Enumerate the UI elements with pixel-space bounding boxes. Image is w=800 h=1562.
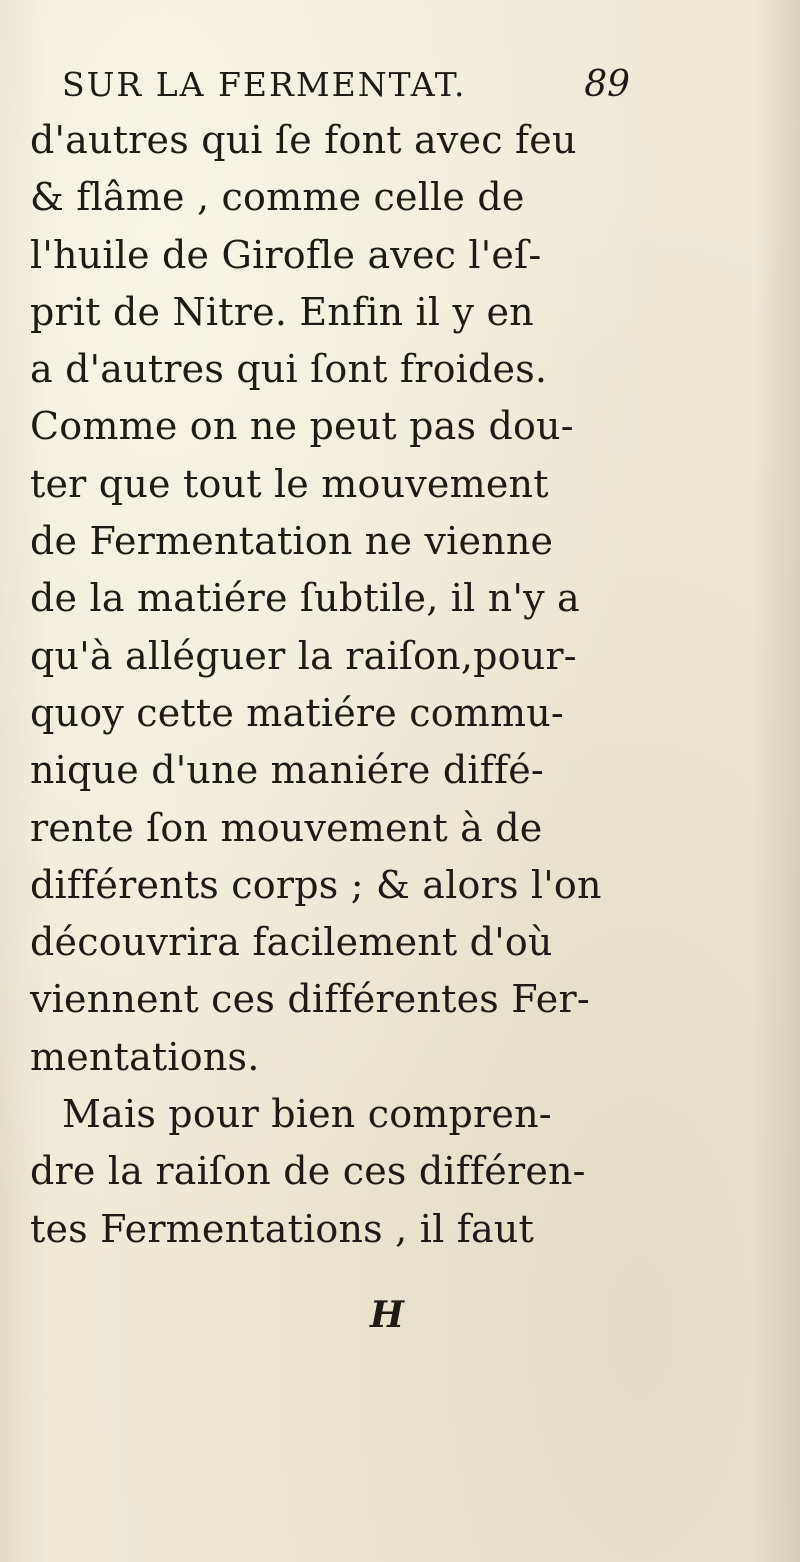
text-line: différents corps ; & alors l'on <box>30 862 602 907</box>
text-line: nique d'une maniére diffé- <box>30 748 544 793</box>
text-line: quoy cette matiére commu- <box>30 690 564 735</box>
text-line: Comme on ne peut pas dou- <box>30 404 574 449</box>
text-line: de la matiére ſubtile, il n'y a <box>30 576 580 621</box>
signature-mark: H <box>370 1294 405 1336</box>
running-title: SUR LA FERMENTAT. <box>62 65 467 104</box>
text-line: d'autres qui ſe font avec feu <box>30 118 577 162</box>
text-line: dre la raiſon de ces différen- <box>30 1149 586 1194</box>
text-line: tes Fermentations , il faut <box>30 1206 534 1251</box>
text-line: viennent ces différentes Fer- <box>30 977 590 1022</box>
text-line: prit de Nitre. Enfin il y en <box>30 289 534 334</box>
text-line: l'huile de Girofle avec l'eſ- <box>30 232 542 277</box>
page-number: 89 <box>584 64 630 105</box>
text-line: qu'à alléguer la raiſon,pour- <box>30 633 577 678</box>
text-line: découvrira facilement d'où <box>30 920 553 965</box>
text-line: de Fermentation ne vienne <box>30 519 554 564</box>
paragraph-start-line: Mais pour bien compren- <box>62 1092 552 1137</box>
running-head <box>62 60 630 110</box>
text-line: a d'autres qui ſont froides. <box>30 347 548 392</box>
body-text <box>30 112 630 1258</box>
text-line: & flâme , comme celle de <box>30 175 525 220</box>
text-line: mentations. <box>30 1034 260 1079</box>
text-line: ter que tout le mouvement <box>30 461 549 506</box>
text-line: rente ſon mouvement à de <box>30 805 543 850</box>
